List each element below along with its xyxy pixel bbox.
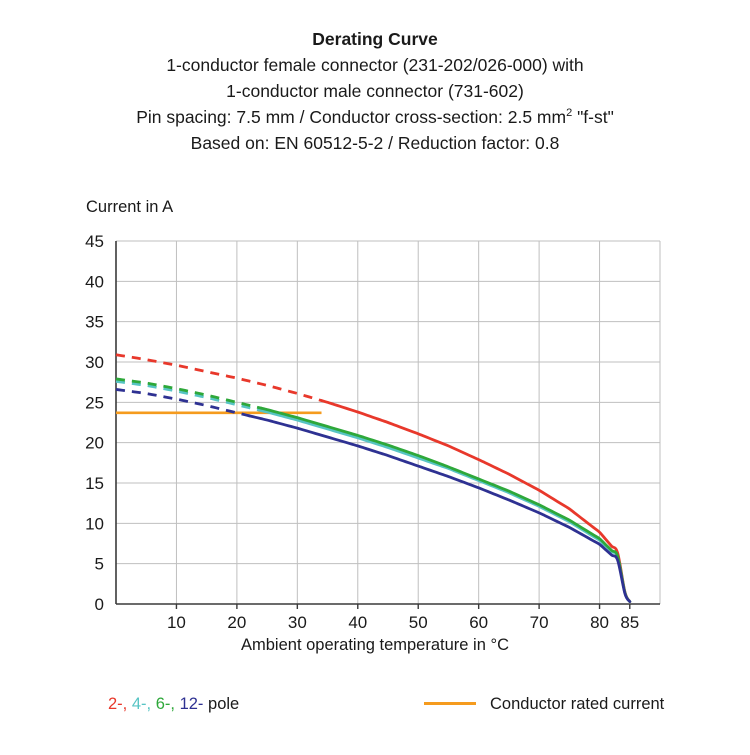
x-tick-label: 50 (408, 613, 428, 632)
y-tick-label: 40 (85, 272, 104, 292)
y-tick-label: 35 (85, 312, 104, 332)
legend-pole-suffix: pole (208, 695, 240, 713)
series-dashed-4-pole (116, 381, 262, 410)
series-solid-2-pole (322, 401, 630, 602)
legend-poles (108, 695, 239, 714)
x-tick-label: 85 (620, 613, 640, 632)
series-solid-6-pole (261, 408, 630, 601)
y-tick-label: 20 (85, 433, 104, 453)
legend-rated-current (424, 695, 664, 714)
legend-pole-4: 4-, (131, 695, 152, 713)
series-solid-4-pole (261, 411, 630, 602)
legend-rated-swatch (424, 702, 476, 705)
x-axis-title: Ambient operating temperature in °C (241, 636, 509, 654)
title-line-5: Based on: EN 60512-5-2 / Reduction factor: 0.8 (190, 133, 560, 153)
x-tick-label: 30 (287, 613, 307, 632)
y-tick-label: 25 (85, 393, 104, 413)
title-line-2: 1-conductor female connector (231-202/026-000) with (166, 55, 584, 75)
y-tick-label: 15 (85, 474, 104, 493)
title-line-1: Derating Curve (312, 29, 438, 49)
title-line-3: 1-conductor male connector (731-602) (226, 81, 524, 101)
x-tick-label: 40 (348, 613, 368, 632)
y-tick-label: 5 (94, 554, 104, 574)
y-tick-label: 0 (94, 595, 104, 614)
legend-pole-6: 6-, (155, 695, 175, 713)
x-tick-label: 60 (469, 613, 489, 632)
y-axis-title: Current in A (86, 198, 174, 216)
legend-pole-2: 2-, (108, 695, 128, 713)
y-tick-label: 30 (85, 353, 104, 372)
y-tick-label: 45 (85, 232, 104, 251)
y-tick-label: 10 (85, 514, 104, 534)
x-tick-label: 10 (166, 613, 186, 632)
x-tick-label: 70 (529, 613, 549, 632)
chart-legend (0, 695, 750, 725)
legend-pole-12: 12- (179, 695, 204, 713)
title-line-4-b: "f-st" (572, 107, 614, 127)
x-tick-label: 20 (227, 613, 247, 632)
title-line-4-sup: 2 (566, 107, 573, 120)
x-tick-label: 80 (590, 613, 610, 632)
legend-rated-label: Conductor rated current (490, 695, 665, 713)
title-line-4-a: Pin spacing: 7.5 mm / Conductor cross-section: 2.5 mm (136, 107, 567, 127)
